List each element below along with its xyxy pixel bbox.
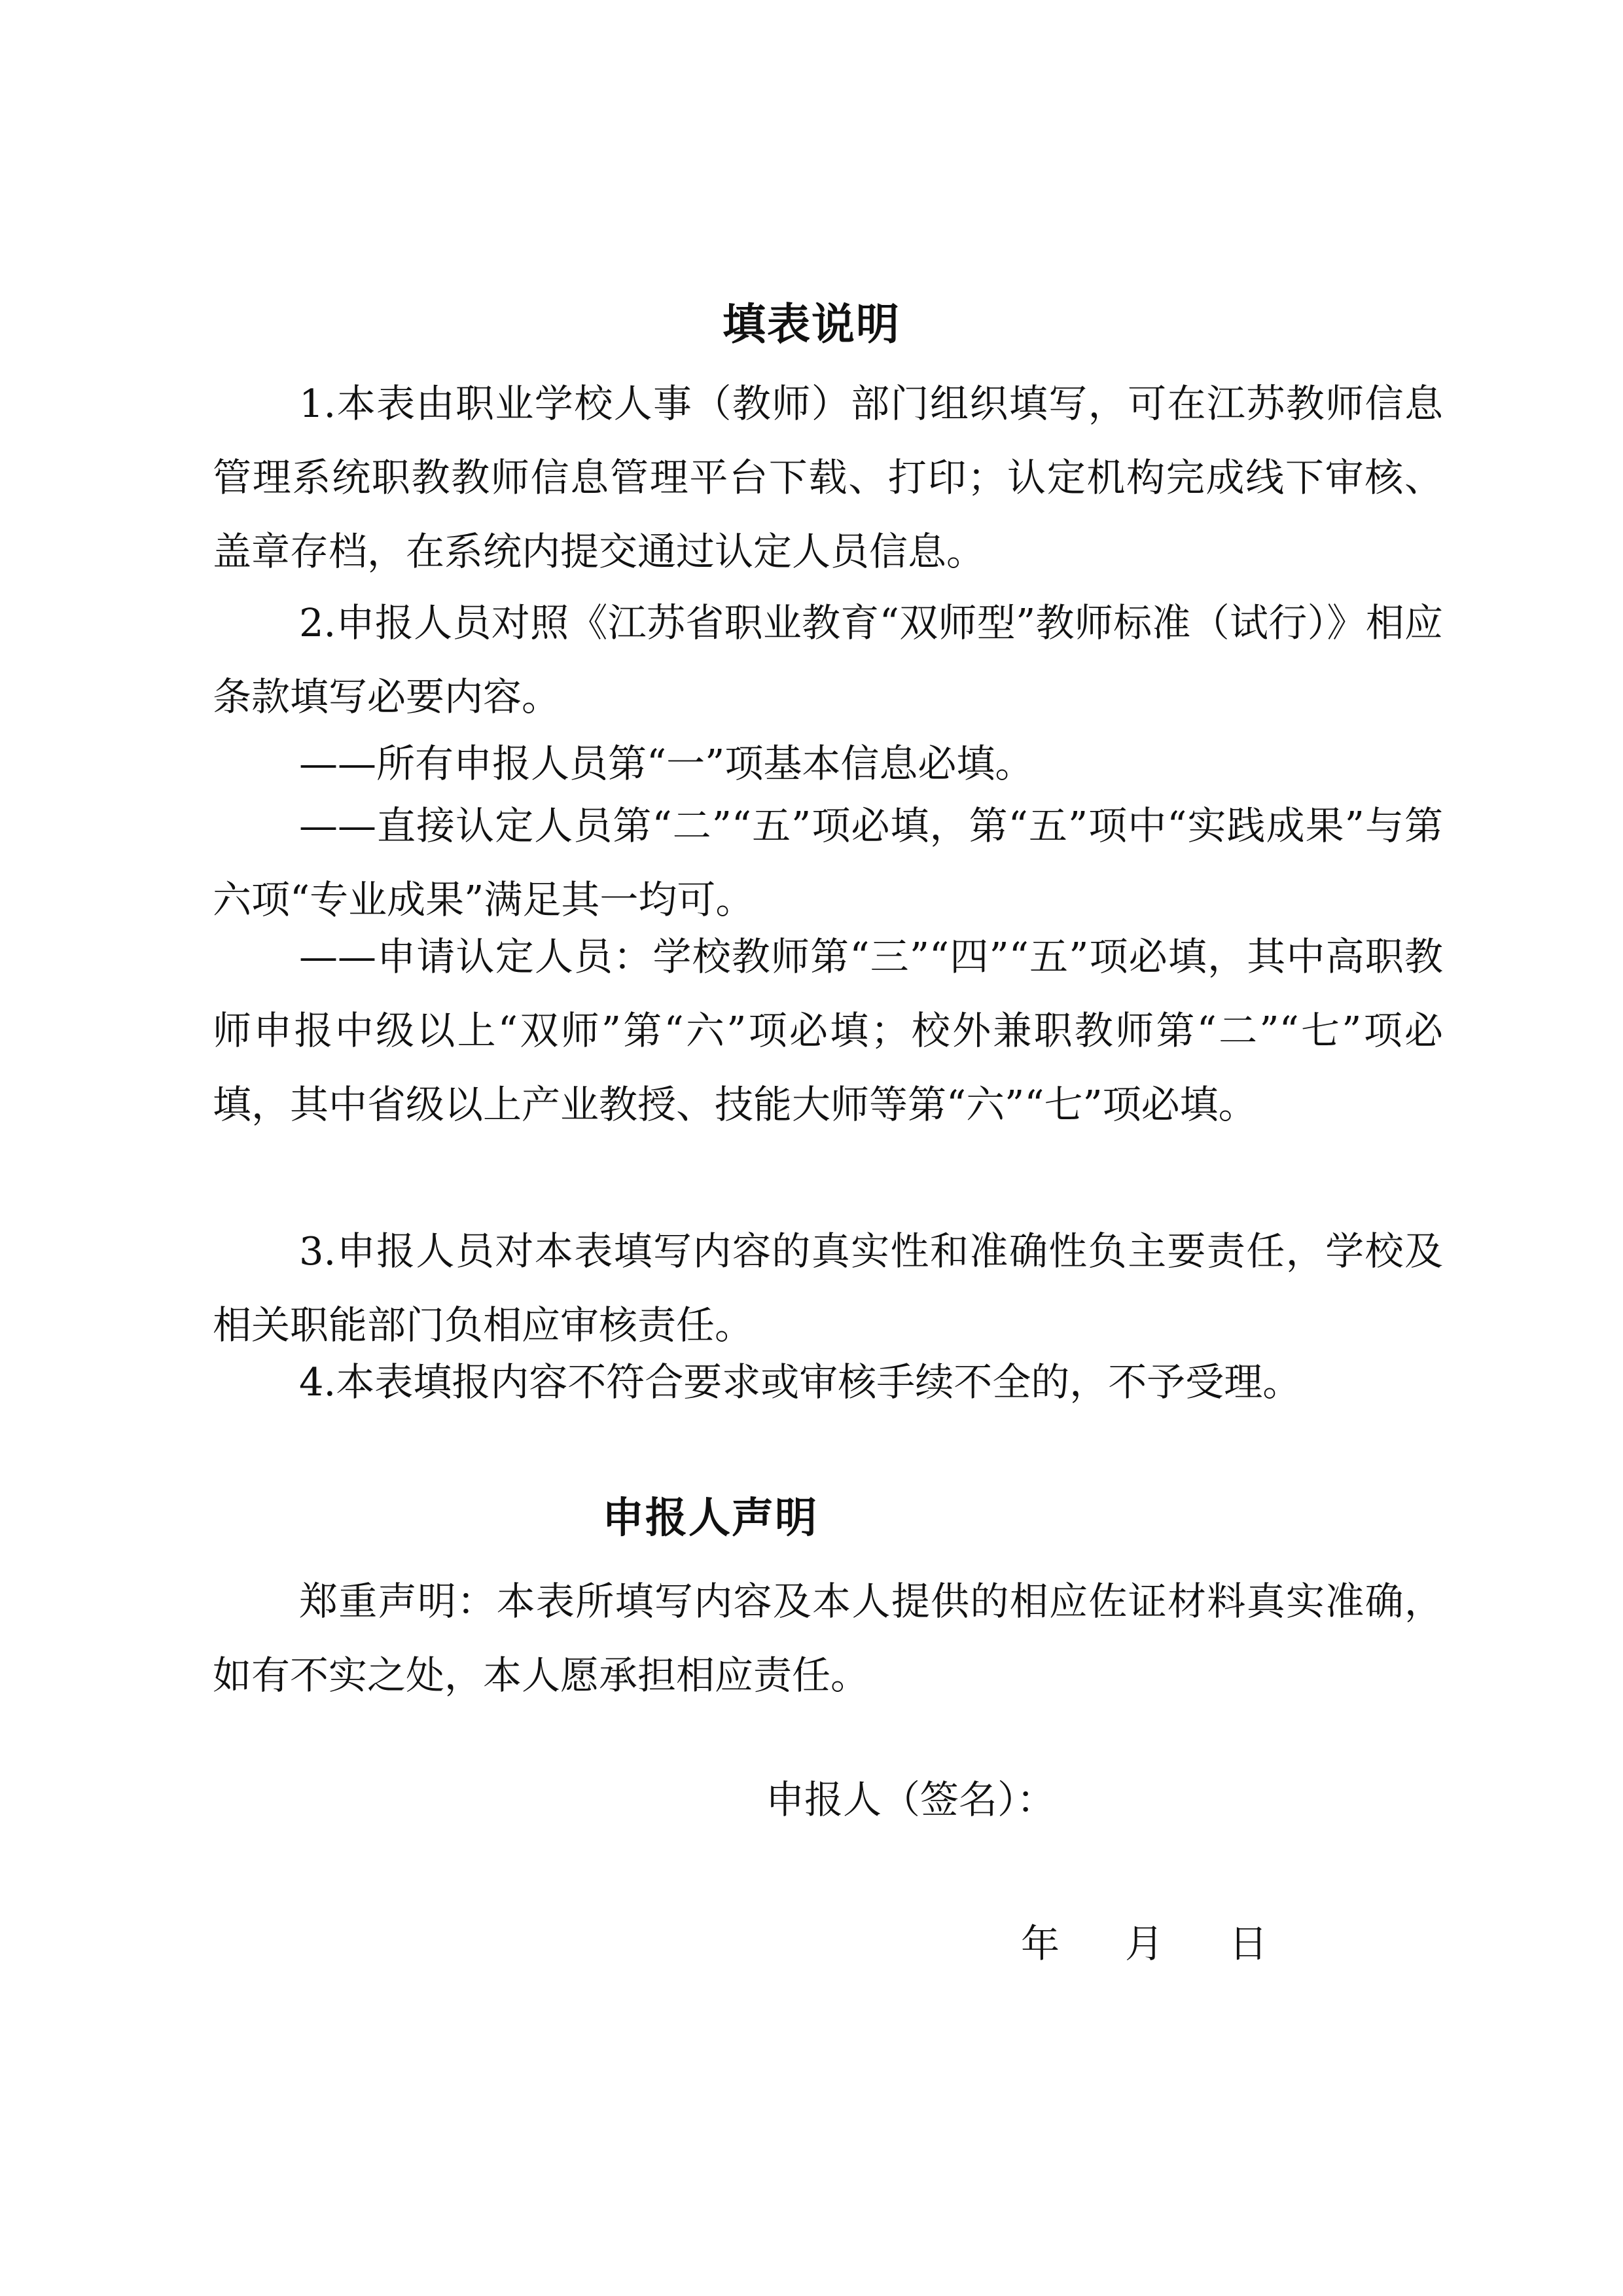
instruction-subitem-direct: ——直接认定人员第“二”“五”项必填，第“五”项中“实践成果”与第六项“专业成果”满足其一均可。 <box>213 803 1443 922</box>
declaration-title: 申报人声明 <box>602 1494 818 1543</box>
date-year-label: 年 <box>1021 1921 1060 1966</box>
instruction-subitem-all: ——所有申报人员第“一”项基本信息必填。 <box>299 741 1034 786</box>
date-row <box>1021 1911 1268 1977</box>
date-day-label: 日 <box>1229 1921 1268 1966</box>
instruction-item-1: 1.本表由职业学校人事（教师）部门组织填写，可在江苏教师信息管理系统职教教师信息管理平台下载、打印；认定机构完成线下审核、盖章存档，在系统内提交通过认定人员信息。 <box>213 381 1443 574</box>
date-month-label: 月 <box>1125 1921 1164 1966</box>
signature-label: 申报人（签名）： <box>766 1777 1056 1822</box>
declaration-text: 郑重声明：本表所填写内容及本人提供的相应佐证材料真实准确，如有不实之处，本人愿承担相应责任。 <box>213 1579 1443 1698</box>
instructions-title: 填表说明 <box>722 298 901 350</box>
instruction-item-3: 3.申报人员对本表填写内容的真实性和准确性负主要责任，学校及相关职能部门负相应审核责任。 <box>213 1229 1443 1348</box>
instruction-item-2: 2.申报人员对照《江苏省职业教育“双师型”教师标准（试行）》相应条款填写必要内容。 <box>213 600 1443 719</box>
instruction-subitem-apply: ——申请认定人员：学校教师第“三”“四”“五”项必填，其中高职教师申报中级以上“双师”第“六”项必填；校外兼职教师第“二”“七”项必填，其中省级以上产业教授、技能大师等第“六”“七”项必填。 <box>213 934 1443 1127</box>
instruction-item-4: 4.本表填报内容不符合要求或审核手续不全的，不予受理。 <box>299 1359 1302 1405</box>
